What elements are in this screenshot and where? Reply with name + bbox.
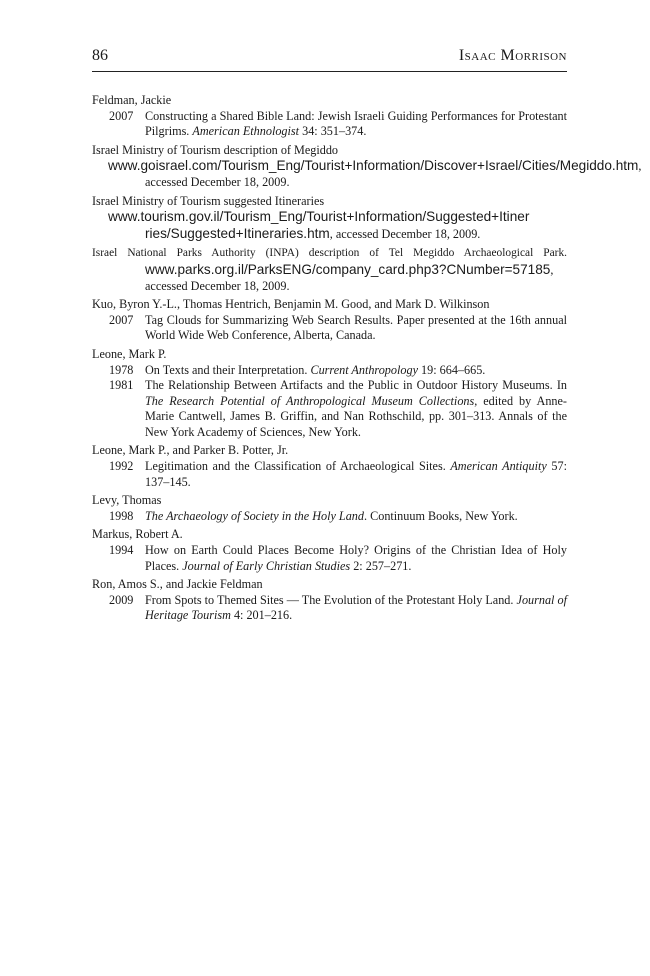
ref-author: Levy, Thomas bbox=[92, 493, 162, 508]
ref-text: 34: 351–374. bbox=[299, 124, 367, 139]
ref-url[interactable]: www.parks.org.il/ParksENG/company_card.php3?CNumber=57185 bbox=[145, 261, 551, 277]
references-list bbox=[92, 93, 642, 624]
ref-entry bbox=[92, 459, 567, 490]
ref-text: 2: 257–271. bbox=[350, 558, 412, 573]
ref-text: 19: 664–665. bbox=[417, 362, 486, 377]
ref-year: 2009 bbox=[109, 592, 134, 607]
ref-text: 57: 137–145. bbox=[145, 459, 567, 489]
running-title: Isaac Morrison bbox=[458, 47, 567, 64]
ref-journal: Current Anthropology bbox=[310, 362, 418, 377]
ref-text: How on Earth Could Places Become Holy? Origins of the Christian Idea of Holy Places. bbox=[145, 543, 567, 573]
ref-year: 1992 bbox=[109, 459, 134, 474]
page-number: 86 bbox=[92, 47, 108, 64]
ref-author: Kuo, Byron Y.-L., Thomas Hentrich, Benjamin M. Good, and Mark D. Wilkinson bbox=[92, 297, 490, 312]
ref-entry bbox=[92, 543, 567, 574]
ref-text: Tag Clouds for Summarizing Web Search Results. Paper presented at the 16th annual World Wide Web Conference, Alberta, Canada. bbox=[145, 312, 567, 343]
ref-text: Legitimation and the Classification of Archaeological Sites. bbox=[145, 459, 451, 474]
ref-entry bbox=[92, 509, 567, 525]
ref-text: , edited by Anne-Marie Cantwell, James B. Griffin, and Nan Rothschild, pp. 301–313. Annals of the New York Academy of Sciences, New York. bbox=[145, 393, 567, 439]
ref-year: 1998 bbox=[109, 508, 134, 523]
ref-entry bbox=[92, 109, 567, 140]
ref-text: The Relationship Between Artifacts and the Public in Outdoor History Museums. In bbox=[145, 378, 567, 393]
ref-entry bbox=[92, 209, 567, 242]
ref-author: Israel National Parks Authority (INPA) description of Tel Megiddo Archaeological Park. bbox=[92, 247, 567, 260]
ref-entry bbox=[92, 158, 642, 190]
ref-book-title: The Research Potential of Anthropological Museum Collections bbox=[145, 393, 475, 408]
ref-accessed: , accessed December 18, 2009. bbox=[145, 262, 554, 293]
ref-journal: Journal of Heritage Tourism bbox=[145, 592, 567, 623]
ref-author: Israel Ministry of Tourism suggested Itineraries bbox=[92, 193, 325, 208]
ref-year: 2007 bbox=[109, 108, 134, 123]
ref-entry bbox=[92, 313, 567, 344]
ref-author: Markus, Robert A. bbox=[92, 527, 183, 542]
ref-author: Feldman, Jackie bbox=[92, 93, 172, 107]
ref-author: Leone, Mark P., and Parker B. Potter, Jr. bbox=[92, 443, 289, 458]
ref-journal: American Antiquity bbox=[450, 459, 547, 474]
ref-entry bbox=[92, 378, 567, 440]
ref-author: Israel Ministry of Tourism description of Megiddo bbox=[92, 142, 339, 157]
ref-year: 1994 bbox=[109, 543, 134, 558]
ref-journal: American Ethnologist bbox=[192, 124, 300, 139]
ref-year: 1978 bbox=[109, 362, 134, 377]
ref-text: . Continuum Books, New York. bbox=[364, 508, 518, 523]
ref-year: 2007 bbox=[109, 312, 134, 327]
ref-url[interactable]: www.goisrael.com/Tourism_Eng/Tourist+Information/Discover+Israel/Cities/Megiddo.htm bbox=[108, 158, 639, 174]
ref-entry bbox=[92, 245, 567, 294]
ref-accessed: , accessed December 18, 2009. bbox=[329, 226, 481, 241]
ref-accessed: , accessed December 18, 2009. bbox=[145, 159, 642, 189]
ref-text: 4: 201–216. bbox=[230, 608, 293, 623]
page-header bbox=[92, 47, 567, 72]
ref-year: 1981 bbox=[109, 378, 134, 393]
ref-author: Ron, Amos S., and Jackie Feldman bbox=[92, 577, 263, 592]
ref-journal: Journal of Early Christian Studies bbox=[182, 558, 351, 573]
ref-entry bbox=[92, 593, 567, 624]
ref-book-title: The Archaeology of Society in the Holy Land bbox=[145, 508, 364, 523]
ref-text: Constructing a Shared Bible Land: Jewish Israeli Guiding Performances for Protestant Pilgrims. bbox=[145, 108, 567, 139]
ref-author: Leone, Mark P. bbox=[92, 346, 167, 361]
ref-text: On Texts and their Interpretation. bbox=[145, 362, 311, 377]
ref-url[interactable]: www.tourism.gov.il/Tourism_Eng/Tourist+Information/Suggested+Itiner ries/Suggested+Itineraries.htm bbox=[108, 209, 530, 241]
ref-text: From Spots to Themed Sites — The Evolution of the Protestant Holy Land. bbox=[145, 592, 517, 607]
ref-entry bbox=[92, 363, 567, 379]
